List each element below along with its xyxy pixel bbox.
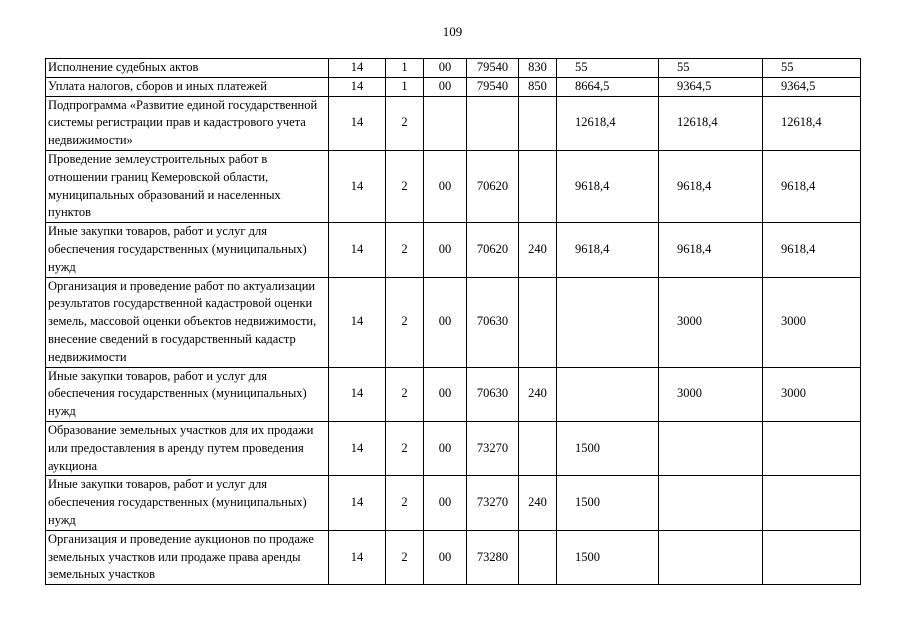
amount-year3-cell: 55	[763, 59, 861, 78]
subsection-cell: 2	[386, 530, 424, 584]
section-cell: 14	[329, 96, 386, 150]
program-cell: 00	[424, 367, 467, 421]
amount-year2-cell: 9618,4	[659, 223, 763, 277]
section-cell: 14	[329, 367, 386, 421]
program-cell: 00	[424, 77, 467, 96]
expense-type-cell: 240	[519, 367, 557, 421]
table-body	[46, 59, 861, 585]
amount-year2-cell	[659, 421, 763, 475]
amount-year2-cell: 9618,4	[659, 150, 763, 222]
expense-code-cell: 79540	[467, 77, 519, 96]
section-cell: 14	[329, 150, 386, 222]
expense-type-cell: 240	[519, 476, 557, 530]
subsection-cell: 2	[386, 150, 424, 222]
amount-year1-cell: 12618,4	[557, 96, 659, 150]
amount-year3-cell: 3000	[763, 367, 861, 421]
row-name-cell: Исполнение судебных актов	[46, 59, 329, 78]
program-cell: 00	[424, 277, 467, 367]
table-row	[46, 59, 861, 78]
row-name-cell: Уплата налогов, сборов и иных платежей	[46, 77, 329, 96]
amount-year2-cell: 55	[659, 59, 763, 78]
expense-type-cell	[519, 96, 557, 150]
section-cell: 14	[329, 476, 386, 530]
expense-code-cell: 70620	[467, 150, 519, 222]
table-row	[46, 96, 861, 150]
program-cell: 00	[424, 421, 467, 475]
amount-year1-cell: 8664,5	[557, 77, 659, 96]
row-name-cell: Иные закупки товаров, работ и услуг для обеспечения государственных (муниципальных) нужд	[46, 367, 329, 421]
table-row	[46, 277, 861, 367]
expense-code-cell: 73270	[467, 476, 519, 530]
amount-year1-cell: 1500	[557, 530, 659, 584]
expense-code-cell: 79540	[467, 59, 519, 78]
expense-type-cell	[519, 530, 557, 584]
expense-type-cell: 830	[519, 59, 557, 78]
amount-year3-cell: 9618,4	[763, 223, 861, 277]
amount-year3-cell	[763, 530, 861, 584]
table-row	[46, 530, 861, 584]
row-name-cell: Иные закупки товаров, работ и услуг для обеспечения государственных (муниципальных) нужд	[46, 223, 329, 277]
amount-year3-cell: 9618,4	[763, 150, 861, 222]
section-cell: 14	[329, 223, 386, 277]
subsection-cell: 2	[386, 367, 424, 421]
program-cell: 00	[424, 223, 467, 277]
expense-code-cell: 70630	[467, 277, 519, 367]
program-cell: 00	[424, 59, 467, 78]
amount-year2-cell: 3000	[659, 367, 763, 421]
expense-code-cell	[467, 96, 519, 150]
expense-code-cell: 70630	[467, 367, 519, 421]
amount-year3-cell: 3000	[763, 277, 861, 367]
subsection-cell: 2	[386, 96, 424, 150]
row-name-cell: Образование земельных участков для их продажи или предоставления в аренду путем проведения аукциона	[46, 421, 329, 475]
amount-year1-cell: 9618,4	[557, 223, 659, 277]
amount-year1-cell: 55	[557, 59, 659, 78]
row-name-cell: Организация и проведение работ по актуализации результатов государственной кадастровой оценки земель, массовой оценки объектов недвижимости, внесение сведений в государственный кадастр недвижимости	[46, 277, 329, 367]
program-cell: 00	[424, 530, 467, 584]
expense-type-cell	[519, 421, 557, 475]
expense-type-cell: 240	[519, 223, 557, 277]
row-name-cell: Подпрограмма «Развитие единой государственной системы регистрации прав и кадастрового учета недвижимости»	[46, 96, 329, 150]
table-row	[46, 150, 861, 222]
amount-year2-cell	[659, 530, 763, 584]
table-row	[46, 367, 861, 421]
table-row	[46, 223, 861, 277]
table-row	[46, 421, 861, 475]
amount-year1-cell: 9618,4	[557, 150, 659, 222]
subsection-cell: 1	[386, 59, 424, 78]
row-name-cell: Иные закупки товаров, работ и услуг для обеспечения государственных (муниципальных) нужд	[46, 476, 329, 530]
section-cell: 14	[329, 421, 386, 475]
subsection-cell: 2	[386, 476, 424, 530]
page-number: 109	[442, 24, 463, 39]
section-cell: 14	[329, 277, 386, 367]
amount-year3-cell	[763, 421, 861, 475]
subsection-cell: 2	[386, 421, 424, 475]
amount-year2-cell	[659, 476, 763, 530]
section-cell: 14	[329, 530, 386, 584]
amount-year2-cell: 9364,5	[659, 77, 763, 96]
expense-type-cell: 850	[519, 77, 557, 96]
program-cell	[424, 96, 467, 150]
amount-year3-cell: 9364,5	[763, 77, 861, 96]
program-cell: 00	[424, 150, 467, 222]
expense-code-cell: 73270	[467, 421, 519, 475]
table-row	[46, 77, 861, 96]
amount-year1-cell: 1500	[557, 476, 659, 530]
program-cell: 00	[424, 476, 467, 530]
amount-year2-cell: 3000	[659, 277, 763, 367]
amount-year1-cell: 1500	[557, 421, 659, 475]
subsection-cell: 1	[386, 77, 424, 96]
row-name-cell: Организация и проведение аукционов по продаже земельных участков или продаже права аренды земельных участков	[46, 530, 329, 584]
table-row	[46, 476, 861, 530]
expense-type-cell	[519, 150, 557, 222]
amount-year3-cell: 12618,4	[763, 96, 861, 150]
amount-year3-cell	[763, 476, 861, 530]
section-cell: 14	[329, 59, 386, 78]
subsection-cell: 2	[386, 277, 424, 367]
amount-year1-cell	[557, 367, 659, 421]
expense-type-cell	[519, 277, 557, 367]
amount-year1-cell	[557, 277, 659, 367]
row-name-cell: Проведение землеустроительных работ в отношении границ Кемеровской области, муниципальных образований и населенных пунктов	[46, 150, 329, 222]
subsection-cell: 2	[386, 223, 424, 277]
amount-year2-cell: 12618,4	[659, 96, 763, 150]
expense-code-cell: 70620	[467, 223, 519, 277]
budget-table	[45, 58, 861, 585]
section-cell: 14	[329, 77, 386, 96]
expense-code-cell: 73280	[467, 530, 519, 584]
